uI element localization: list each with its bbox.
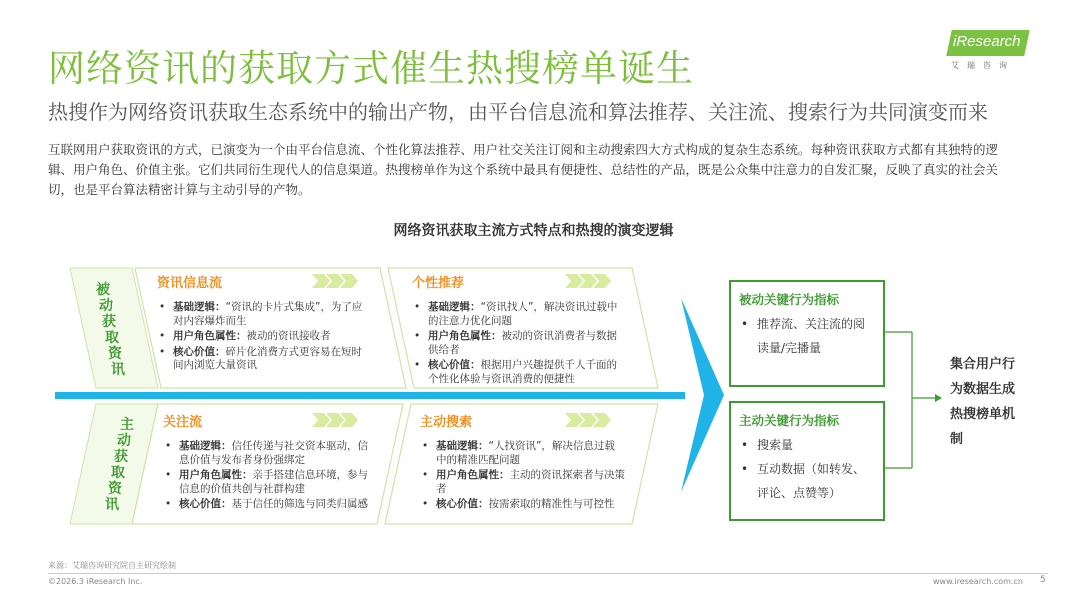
footer-divider bbox=[48, 573, 1048, 574]
item-value: 基于信任的筛选与同类归属感 bbox=[231, 498, 368, 510]
card-search-title: 主动搜索 bbox=[420, 415, 473, 430]
list-item bbox=[163, 498, 373, 512]
card-search bbox=[420, 411, 625, 514]
result-arrow-icon bbox=[935, 394, 942, 402]
card-recommend-title: 个性推荐 bbox=[412, 276, 465, 291]
item-key: 基础逻辑： bbox=[179, 440, 232, 452]
passive-label-char: 获 bbox=[102, 314, 116, 330]
active-label-char: 获 bbox=[114, 449, 128, 465]
list-item bbox=[163, 440, 373, 467]
page-title: 网络资讯的获取方式催生热搜榜单诞生 bbox=[48, 47, 694, 90]
active-label-char: 主 bbox=[120, 417, 134, 433]
item-value: “人找资讯”，解决信息过载中的精准匹配问题 bbox=[436, 440, 615, 466]
spine-line bbox=[55, 392, 685, 399]
item-key: 基础逻辑： bbox=[436, 440, 489, 452]
card-feed-list bbox=[157, 301, 372, 373]
diagram-title: 网络资讯获取主流方式特点和热搜的演变逻辑 bbox=[393, 223, 674, 239]
page-subtitle: 热搜作为网络资讯获取生态系统中的输出产物，由平台信息流和算法推荐、关注流、搜索行为共同演变而来 bbox=[48, 100, 988, 124]
item-key: 用户角色属性： bbox=[173, 330, 247, 342]
list-item bbox=[420, 440, 625, 467]
list-item bbox=[412, 330, 627, 357]
passive-label-char: 被 bbox=[96, 282, 110, 298]
item-value: 碎片化消费方式更容易在短时间内浏览大量资讯 bbox=[173, 345, 362, 371]
item-key: 基础逻辑： bbox=[428, 301, 481, 313]
item-value: 亲手搭建信息环境，参与信息的价值共创与社群构建 bbox=[179, 469, 368, 495]
item-value: 根据用户兴趣提供千人千面的个性化体验与资讯消费的便捷性 bbox=[428, 359, 617, 385]
item-value: 被动的资讯消费者与数据供给者 bbox=[428, 330, 617, 356]
kpi-active-title: 主动关键行为指标 bbox=[739, 413, 840, 428]
item-key: 核心价值： bbox=[173, 345, 226, 358]
passive-label-char: 资 bbox=[108, 346, 122, 362]
card-follow bbox=[163, 411, 373, 514]
item-value: 被动的资讯接收者 bbox=[246, 330, 331, 342]
item-value: “资讯的卡片式集成”，为了应对内容爆炸而生 bbox=[173, 301, 363, 327]
passive-label-char: 取 bbox=[105, 330, 119, 346]
item-value: “资讯找人”，解决资讯过载中的注意力优化问题 bbox=[428, 301, 618, 327]
page-number: 5 bbox=[1040, 575, 1046, 585]
active-label-char: 取 bbox=[111, 465, 125, 481]
connector-lines bbox=[885, 332, 935, 468]
card-recommend-list bbox=[412, 301, 627, 386]
list-item: • 推荐流、关注流的阅读量/完播量 bbox=[739, 312, 875, 360]
kpi-passive-box bbox=[729, 280, 885, 387]
card-search-list bbox=[420, 440, 625, 512]
website-link[interactable]: www.iresearch.com.cn bbox=[933, 577, 1023, 586]
card-feed bbox=[157, 272, 372, 375]
source-note: 来源：艾瑞咨询研究院自主研究绘制 bbox=[48, 561, 176, 570]
copyright: ©2026.3 iResearch Inc. bbox=[48, 577, 143, 586]
spine-arrowhead-icon bbox=[681, 298, 724, 492]
list-item: • 互动数据（如转发、评论、点赞等） bbox=[739, 457, 875, 505]
list-item bbox=[412, 359, 627, 386]
item-value: 主动的资讯探索者与决策者 bbox=[436, 469, 625, 495]
card-follow-title: 关注流 bbox=[163, 415, 203, 430]
item-key: 用户角色属性： bbox=[179, 469, 253, 481]
passive-label bbox=[88, 282, 125, 378]
item-key: 用户角色属性： bbox=[436, 469, 510, 481]
list-item bbox=[412, 301, 627, 328]
active-label-char: 动 bbox=[117, 433, 131, 449]
kpi-passive-list bbox=[731, 308, 883, 360]
list-item bbox=[420, 498, 625, 512]
item-key: 核心价值： bbox=[436, 498, 489, 510]
logo-wordmark: iResearch bbox=[953, 33, 1021, 50]
list-item bbox=[157, 301, 372, 328]
kpi-active-list bbox=[731, 429, 883, 505]
list-item bbox=[157, 330, 372, 344]
card-feed-title: 资讯信息流 bbox=[157, 276, 223, 291]
active-label-char: 讯 bbox=[105, 497, 119, 513]
kpi-active-box bbox=[729, 401, 885, 521]
list-item: • 搜索量 bbox=[739, 433, 875, 457]
list-item bbox=[163, 469, 373, 496]
intro-paragraph: 互联网用户获取资讯的方式，已演变为一个由平台信息流、个性化算法推荐、用户社交关注订阅和主动搜索四大方式构成的复杂生态系统。每种资讯获取方式都有其独特的逻辑、用户角色、价值主张。它们共同衍生现代人的信息渠道。热搜榜单作为这个系统中最具有便捷性、总结性的产品，既是公众集中注意力的自发汇聚，反映了真实的社会关切，也是平台算法精密计算与主动引导的产物。 bbox=[48, 142, 999, 197]
active-label bbox=[105, 417, 142, 513]
card-recommend bbox=[412, 272, 627, 388]
passive-label-char: 讯 bbox=[111, 362, 125, 378]
item-value: 信任传递与社交资本驱动，信息价值与发布者身份强绑定 bbox=[179, 440, 368, 466]
kpi-passive-title: 被动关键行为指标 bbox=[739, 292, 840, 307]
logo-subtext: 艾瑞咨询 bbox=[951, 61, 1015, 70]
list-item bbox=[420, 469, 625, 496]
card-follow-list bbox=[163, 440, 373, 512]
item-key: 核心价值： bbox=[428, 359, 481, 371]
item-value: 按需索取的精准性与可控性 bbox=[488, 498, 615, 510]
result-text: 集合用户行为数据生成热搜榜单机制 bbox=[950, 357, 1016, 447]
item-key: 核心价值： bbox=[179, 498, 232, 510]
item-key: 基础逻辑： bbox=[173, 301, 226, 313]
item-key: 用户角色属性： bbox=[428, 330, 502, 342]
active-label-char: 资 bbox=[108, 481, 122, 497]
list-item bbox=[157, 346, 372, 373]
passive-label-char: 动 bbox=[99, 298, 113, 314]
